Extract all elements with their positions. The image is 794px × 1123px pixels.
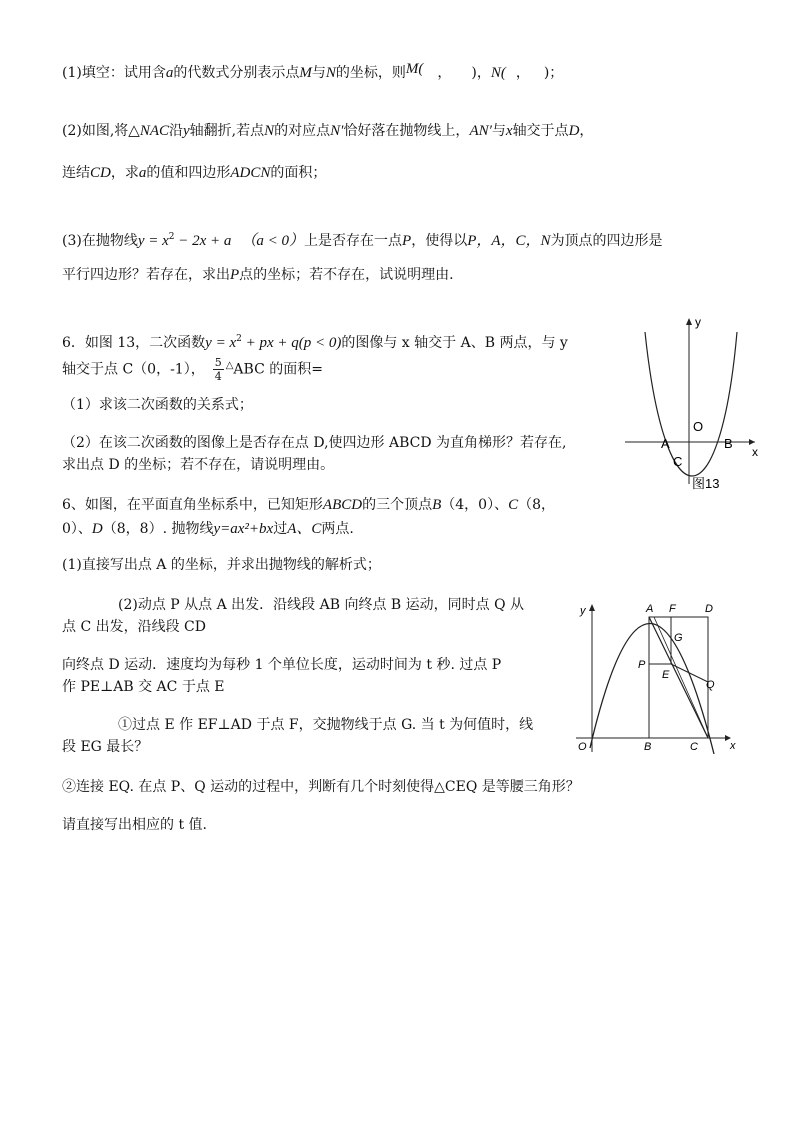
text: ，使得以 bbox=[411, 233, 468, 249]
part2-line1 bbox=[62, 122, 593, 140]
math-var: M bbox=[299, 65, 312, 81]
q6a-sub2-line1: （2）在该二次函数的图像上是否存在点 D,使四边形 ABCD 为直角梯形？若存在, bbox=[62, 435, 567, 451]
q6a-line1 bbox=[62, 330, 568, 352]
label-C: C bbox=[690, 741, 698, 753]
text: )， bbox=[471, 65, 491, 81]
triangle-symbol: △ bbox=[225, 359, 234, 371]
text: 6．如图 13，二次函数 bbox=[62, 335, 206, 351]
label-B: B bbox=[644, 741, 652, 753]
figure-rectangle-parabola bbox=[568, 598, 744, 754]
label-E: E bbox=[662, 669, 670, 681]
text: 与 bbox=[311, 65, 326, 81]
label-x: x bbox=[752, 445, 758, 459]
part3-line1 bbox=[62, 228, 663, 250]
label-D: D bbox=[705, 603, 713, 615]
q6b-sub2-line2: 点 C 出发，沿线段 CD bbox=[62, 619, 206, 635]
text: 的值和四边形 bbox=[146, 165, 231, 181]
text: 的对应点 bbox=[274, 123, 331, 139]
text: （8，8）. 抛物线 bbox=[102, 521, 214, 537]
math-expr: （a < 0） bbox=[241, 233, 305, 249]
part2-line2 bbox=[62, 164, 326, 182]
q6b-sub1: (1)直接写出点 A 的坐标，并求出抛物线的解析式； bbox=[62, 557, 381, 573]
math-var: x bbox=[505, 123, 513, 139]
label-y: y bbox=[580, 605, 586, 617]
figure-caption: 图13 bbox=[692, 476, 720, 491]
math-point-N: N( bbox=[490, 65, 506, 81]
q6b-line2 bbox=[62, 520, 354, 538]
math-var: N bbox=[264, 123, 275, 139]
q6b-sub2-line3: 向终点 D 运动．速度均为每秒 1 个单位长度，运动时间为 t 秒. 过点 P bbox=[62, 657, 502, 673]
label-O: O bbox=[693, 419, 704, 434]
parabola-curve bbox=[590, 623, 714, 754]
text: 上是否存在一点 bbox=[304, 233, 403, 249]
q6a-sub2-line2: 求出点 D 的坐标；若不存在，请说明理由。 bbox=[62, 457, 335, 473]
math-expr: y = x bbox=[137, 233, 169, 249]
label-F: F bbox=[669, 603, 676, 615]
math-var: N bbox=[325, 65, 336, 81]
math-var: C bbox=[508, 497, 519, 513]
math-expr: y=ax²+bx bbox=[213, 521, 274, 537]
label-y: y bbox=[695, 315, 701, 329]
text: ， bbox=[437, 65, 452, 81]
label-x: x bbox=[730, 740, 736, 752]
text: 的三个顶点 bbox=[362, 497, 433, 513]
text: 沿 bbox=[169, 123, 183, 139]
text: ， bbox=[515, 65, 530, 81]
math-var: B bbox=[432, 497, 442, 513]
q6b-sub2-line1: (2)动点 P 从点 A 出发．沿线段 AB 向终点 B 运动，同时点 Q 从 bbox=[118, 597, 525, 613]
text: ABC 的面积= bbox=[233, 361, 323, 378]
label-G: G bbox=[674, 632, 683, 644]
math-var: P bbox=[402, 233, 412, 249]
q6b-c1-line2: 段 EG 最长？ bbox=[62, 739, 149, 755]
label-B: B bbox=[724, 436, 733, 451]
text: 轴翻折,若点 bbox=[189, 123, 265, 139]
math-expr: + px + q(p < 0) bbox=[241, 335, 342, 351]
text: 的图像与 x 轴交于 A、B 两点，与 y bbox=[341, 335, 568, 351]
math-var: A、C bbox=[287, 521, 322, 537]
label-A: A bbox=[646, 603, 654, 615]
math-var: ADCN bbox=[230, 165, 271, 181]
y-axis-arrow bbox=[589, 604, 595, 611]
part3-line2 bbox=[62, 266, 454, 284]
part1-line bbox=[62, 60, 563, 82]
math-var: AN′ bbox=[469, 123, 492, 139]
math-expr: P，A，C，N bbox=[467, 233, 551, 249]
math-sup: 2 bbox=[168, 232, 175, 242]
text: 过 bbox=[273, 521, 288, 537]
text: 点的坐标；若不存在，试说明理由. bbox=[239, 267, 454, 283]
text: ， bbox=[579, 123, 594, 139]
fraction-numerator: 5 bbox=[214, 356, 222, 369]
q6a-sub1: （1）求该二次函数的关系式； bbox=[62, 397, 253, 413]
text: 的代数式分别表示点 bbox=[173, 65, 300, 81]
text: (3)在抛物线 bbox=[62, 233, 138, 249]
math-var: N′ bbox=[330, 123, 344, 139]
text: （8， bbox=[518, 497, 556, 513]
math-var: a bbox=[138, 165, 147, 181]
q6b-c1-line1: ①过点 E 作 EF⊥AD 于点 F，交抛物线于点 G. 当 t 为何值时，线 bbox=[118, 717, 534, 733]
text: 0）、 bbox=[62, 521, 92, 537]
fraction bbox=[213, 356, 224, 383]
y-axis-arrow bbox=[686, 318, 692, 325]
q6b-c2-line2: 请直接写出相应的 t 值. bbox=[62, 817, 207, 833]
text: ，求 bbox=[110, 165, 139, 181]
parabola-curve bbox=[645, 332, 737, 476]
label-A: A bbox=[661, 436, 670, 451]
fraction-denominator: 4 bbox=[214, 370, 222, 383]
math-expr: − 2x + a bbox=[174, 233, 232, 249]
text: )； bbox=[543, 65, 564, 81]
text: （4，0）、 bbox=[441, 497, 509, 513]
label-C: C bbox=[673, 454, 683, 469]
text: 平行四边形？若存在，求出 bbox=[62, 267, 230, 283]
math-var: y bbox=[183, 123, 190, 139]
text: (2)如图,将 bbox=[62, 123, 129, 139]
math-var: △NAC bbox=[128, 123, 169, 139]
text: 连结 bbox=[62, 165, 90, 181]
figure-13 bbox=[625, 314, 765, 494]
label-Q: Q bbox=[706, 679, 715, 691]
text: 的坐标，则 bbox=[335, 65, 406, 81]
math-var: P bbox=[230, 267, 240, 283]
q6b-c2-line1: ②连接 EQ. 在点 P、Q 运动的过程中，判断有几个时刻使得△CEQ 是等腰三角形？ bbox=[62, 779, 580, 795]
math-point-M: M( bbox=[405, 61, 424, 77]
math-var: CD bbox=[90, 165, 111, 181]
label-O: O bbox=[578, 741, 587, 753]
text: 轴交于点 bbox=[512, 123, 569, 139]
math-expr: y = x bbox=[205, 335, 237, 351]
text: 两点. bbox=[321, 521, 354, 537]
text: 6、如图，在平面直角坐标系中，已知矩形 bbox=[62, 497, 323, 513]
math-var: ABCD bbox=[322, 497, 363, 513]
text: 轴交于点 C（0，-1）， bbox=[62, 361, 205, 378]
text: 与 bbox=[491, 123, 506, 139]
q6a-line2 bbox=[62, 356, 323, 383]
text: (1)填空：试用含 bbox=[62, 65, 166, 81]
math-var: D bbox=[568, 123, 580, 139]
math-sup: 2 bbox=[236, 334, 242, 344]
text: 恰好落在抛物线上， bbox=[343, 123, 470, 139]
text: 为顶点的四边形是 bbox=[550, 233, 663, 249]
q6b-line1 bbox=[62, 496, 555, 514]
math-var: a bbox=[165, 65, 174, 81]
label-P: P bbox=[638, 659, 646, 671]
text: 的面积； bbox=[270, 165, 327, 181]
q6b-sub2-line4: 作 PE⊥AB 交 AC 于点 E bbox=[62, 679, 225, 695]
math-var: D bbox=[91, 521, 103, 537]
